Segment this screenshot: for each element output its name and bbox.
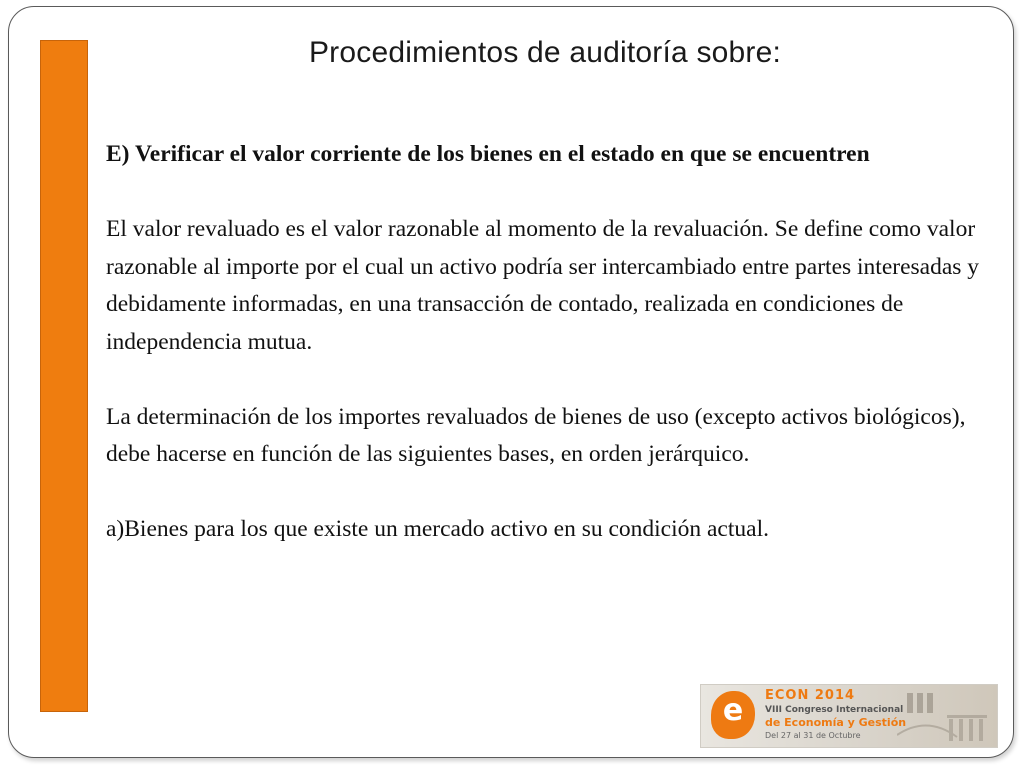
econ-2014-logo	[700, 684, 998, 748]
orange-accent-bar	[40, 40, 88, 712]
spacer	[106, 174, 986, 212]
slide-title: Procedimientos de auditoría sobre:	[308, 36, 782, 69]
econ-logo-icon	[711, 691, 755, 739]
logo-title: ECON 2014	[765, 688, 856, 703]
building-illustration-icon	[897, 685, 997, 747]
section-heading: E) Verificar el valor corriente de los bienes en el estado en que se encuentren	[106, 141, 870, 167]
list-item-a: a)Bienes para los que existe un mercado activo en su condición actual.	[106, 516, 769, 542]
paragraph-valor-revaluado: El valor revaluado es el valor razonable al momento de la revaluación. Se define como valor razonable al importe por el cual un activo podría ser intercambiado entre partes interesadas y debidamente informadas, en una transacción de contado, realizada en condiciones de independencia mutua.	[106, 216, 980, 355]
logo-event-name: de Economía y Gestión	[765, 716, 907, 729]
logo-dates: Del 27 al 31 de Octubre	[765, 731, 861, 740]
logo-subtitle: VIII Congreso Internacional	[765, 705, 904, 715]
slide-body	[106, 136, 986, 549]
paragraph-determinacion: La determinación de los importes revaluados de bienes de uso (excepto activos biológicos), debe hacerse en función de las siguientes bases, en orden jerárquico.	[106, 403, 966, 467]
spacer	[106, 361, 986, 399]
spacer	[106, 474, 986, 512]
logo-badge-letter: e	[722, 693, 744, 728]
